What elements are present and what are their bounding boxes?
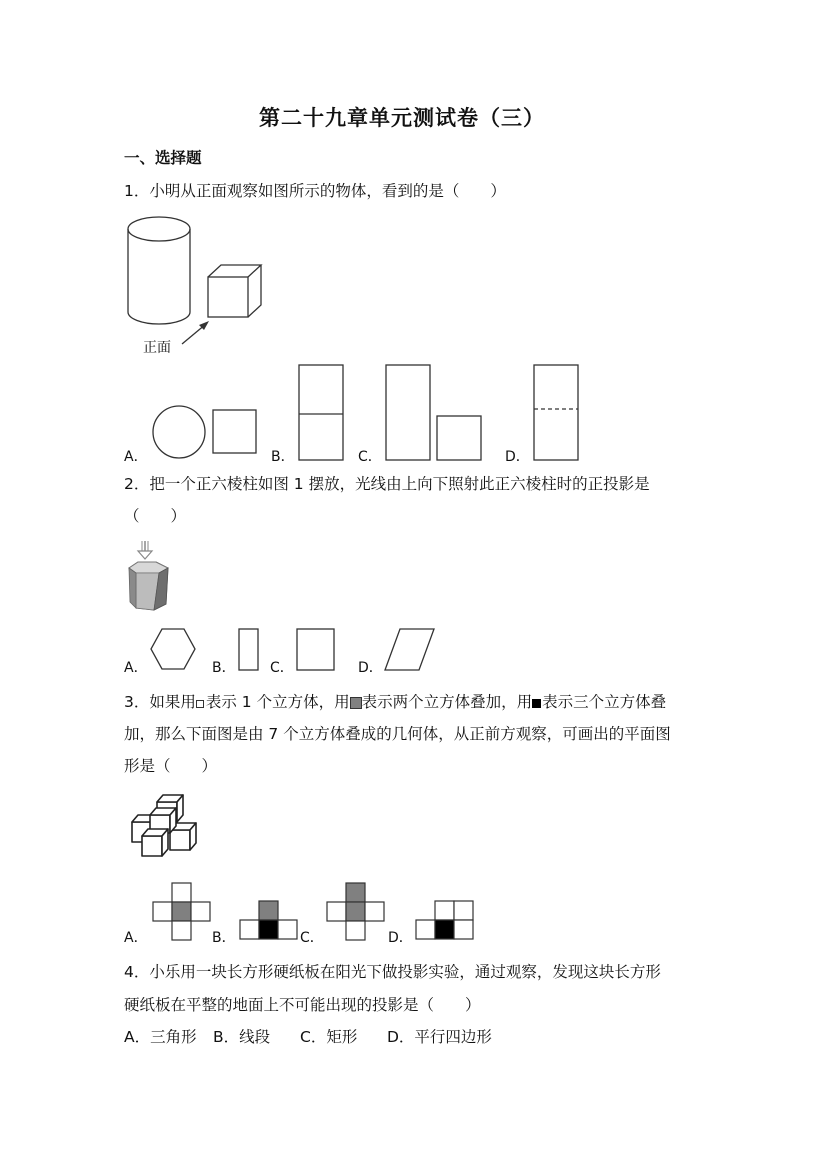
- q2-option-b-label[interactable]: B．: [212, 660, 236, 676]
- question-3-line3: 形是（ ）: [124, 757, 218, 775]
- q3-line1-part-a: 3．如果用: [124, 693, 196, 711]
- front-label: 正面: [143, 340, 171, 356]
- q1-option-d-label[interactable]: D．: [505, 449, 530, 465]
- q3-option-b-grid: [239, 900, 299, 940]
- q4-option-c[interactable]: C．矩形: [300, 1028, 358, 1046]
- single-cube-symbol-icon: [196, 698, 206, 708]
- question-2-text-line1: 2．把一个正六棱柱如图 1 摆放，光线由上向下照射此正六棱柱时的正投影是: [124, 475, 650, 493]
- q4-option-b[interactable]: B．线段: [213, 1028, 271, 1046]
- q3-option-a-label[interactable]: A．: [124, 930, 148, 946]
- q1-option-a-figure: [152, 405, 262, 461]
- q1-option-d-figure: [533, 364, 581, 462]
- question-3-line1: [124, 692, 666, 712]
- question-2-text-line2: （ ）: [124, 507, 187, 525]
- double-cube-symbol-icon: [350, 697, 362, 709]
- q1-option-b-figure: [298, 364, 346, 462]
- q3-stacked-cubes-figure: [126, 792, 200, 860]
- question-4-line2: 硬纸板在平整的地面上不可能出现的投影是（ ）: [124, 996, 481, 1014]
- q3-option-c-grid: [326, 882, 386, 940]
- q3-option-c-label[interactable]: C．: [300, 930, 324, 946]
- q1-option-c-figure: [385, 364, 485, 462]
- q1-option-a-label[interactable]: A．: [124, 449, 148, 465]
- q3-option-d-label[interactable]: D．: [388, 930, 413, 946]
- question-1-text: 1．小明从正面观察如图所示的物体，看到的是（ ）: [124, 182, 506, 200]
- q3-option-d-grid: [415, 900, 475, 940]
- q3-option-b-label[interactable]: B．: [212, 930, 236, 946]
- q2-option-d-label[interactable]: D．: [358, 660, 383, 676]
- q3-line1-part-d: 表示三个立方体叠: [542, 693, 667, 711]
- q2-option-b-rectangle: [238, 628, 260, 672]
- q4-option-d[interactable]: D．平行四边形: [387, 1028, 492, 1046]
- q2-option-d-parallelogram: [384, 628, 436, 672]
- q2-option-a-hexagon: [150, 628, 196, 670]
- q2-option-c-square: [296, 628, 336, 672]
- question-4-line1: 4．小乐用一块长方形硬纸板在阳光下做投影实验，通过观察，发现这块长方形: [124, 963, 661, 981]
- page-title: 第二十九章单元测试卷（三）: [259, 106, 545, 130]
- q3-option-a-grid: [152, 882, 212, 940]
- q2-option-a-label[interactable]: A．: [124, 660, 148, 676]
- q4-option-a[interactable]: A．三角形: [124, 1028, 197, 1046]
- triple-cube-symbol-icon: [532, 698, 542, 708]
- q3-line1-part-c: 表示两个立方体叠加，用: [361, 693, 533, 711]
- q3-line1-part-b: 表示 1 个立方体，用: [205, 693, 350, 711]
- q1-option-c-label[interactable]: C．: [358, 449, 382, 465]
- q1-option-b-label[interactable]: B．: [271, 449, 295, 465]
- question-3-line2: 加，那么下面图是由 7 个立方体叠成的几何体，从正前方观察，可画出的平面图: [124, 725, 671, 743]
- section-heading: 一、选择题: [124, 149, 202, 167]
- q2-option-c-label[interactable]: C．: [270, 660, 294, 676]
- q2-hexagonal-prism-figure: [126, 540, 172, 614]
